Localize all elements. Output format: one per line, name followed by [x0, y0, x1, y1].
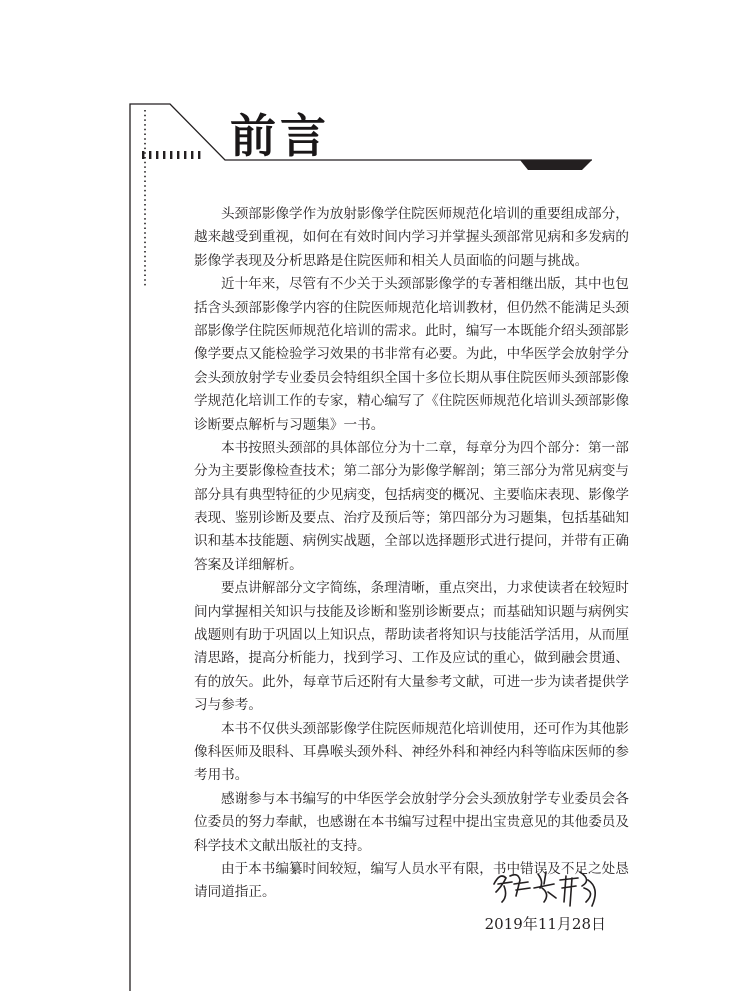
paragraph-line: 请同道指正。: [194, 884, 276, 901]
preface-body: [194, 203, 629, 905]
paragraph-line: 诊断要点解析与习题集》一书。: [194, 416, 385, 433]
paragraph-line: 清思路，提高分析能力，找到学习、工作及应试的重心，做到融会贯通、: [194, 650, 629, 667]
paragraph-line: 本书不仅供头颈部影像学住院医师规范化培训使用，还可作为其他影: [221, 720, 629, 737]
paragraph-line: 部分具有典型特征的少见病变，包括病变的概况、主要临床表现、影像学: [194, 486, 629, 503]
paragraph-line: 有的放矢。此外，每章节后还附有大量参考文献，可进一步为读者提供学: [194, 673, 629, 690]
preface-date: 2019年11月28日: [484, 915, 606, 933]
paragraph-line: 战题则有助于巩固以上知识点，帮助读者将知识与技能活学活用，从而厘: [194, 627, 629, 644]
paragraph-line: 位委员的努力奉献，也感谢在本书编写过程中提出宝贵意见的其他委员及: [194, 814, 629, 831]
paragraph-line: 表现、鉴别诊断及要点、治疗及预后等；第四部分为习题集，包括基础知: [194, 510, 629, 527]
page-title: 前言: [230, 109, 330, 163]
paragraph-line: 头颈部影像学作为放射影像学住院医师规范化培训的重要组成部分，: [221, 206, 629, 222]
paragraph-line: 像科医师及眼科、耳鼻喉头颈外科、神经外科和神经内科等临床医师的参: [194, 743, 629, 760]
paragraph-line: 间内掌握相关知识与技能及诊断和鉴别诊断要点；而基础知识题与病例实: [194, 603, 629, 620]
paragraph-line: 习与参考。: [194, 697, 262, 714]
paragraph-line: 部影像学住院医师规范化培训的需求。此时，编写一本既能介绍头颈部影: [194, 322, 629, 339]
paragraph-line: 会头颈放射学专业委员会特组织全国十多位长期从事住院医师头颈部影像: [194, 369, 629, 386]
paragraph-line: 由于本书编纂时间较短，编写人员水平有限，书中错误及不足之处恳: [221, 860, 629, 877]
paragraph-line: 学规范化培训工作的专家，精心编写了《住院医师规范化培训头颈部影像: [194, 393, 629, 410]
paragraph-line: 答案及详细解析。: [194, 556, 303, 573]
paragraph-line: 影像学表现及分析思路是住院医师和相关人员面临的问题与挑战。: [194, 252, 589, 269]
paragraph-line: 分为主要影像检查技术；第二部分为影像学解剖；第三部分为常见病变与: [194, 463, 629, 480]
paragraph-line: 要点讲解部分文字简练，条理清晰，重点突出，力求使读者在较短时: [221, 580, 629, 597]
paragraph-line: 科学技术文献出版社的支持。: [194, 837, 371, 854]
paragraph-line: 近十年来，尽管有不少关于头颈部影像学的专著相继出版，其中也包: [221, 276, 629, 293]
paragraph-line: 本书按照头颈部的具体部位分为十二章，每章分为四个部分：第一部: [221, 439, 629, 456]
paragraph-line: 越来越受到重视，如何在有效时间内学习并掌握头颈部常见病和多发病的: [194, 229, 629, 246]
paragraph-line: 感谢参与本书编写的中华医学会放射学分会头颈放射学专业委员会各: [221, 790, 629, 807]
author-signature: [488, 862, 608, 912]
paragraph-line: 像学要点又能检验学习效果的书非常有必要。为此，中华医学会放射学分: [194, 346, 629, 363]
paragraph-line: 考用书。: [194, 767, 249, 784]
paragraph-line: 识和基本技能题、病例实战题，全部以选择题形式进行提问，并带有正确: [194, 533, 629, 550]
paragraph-line: 括含头颈部影像学内容的住院医师规范化培训教材，但仍然不能满足头颈: [194, 299, 629, 316]
